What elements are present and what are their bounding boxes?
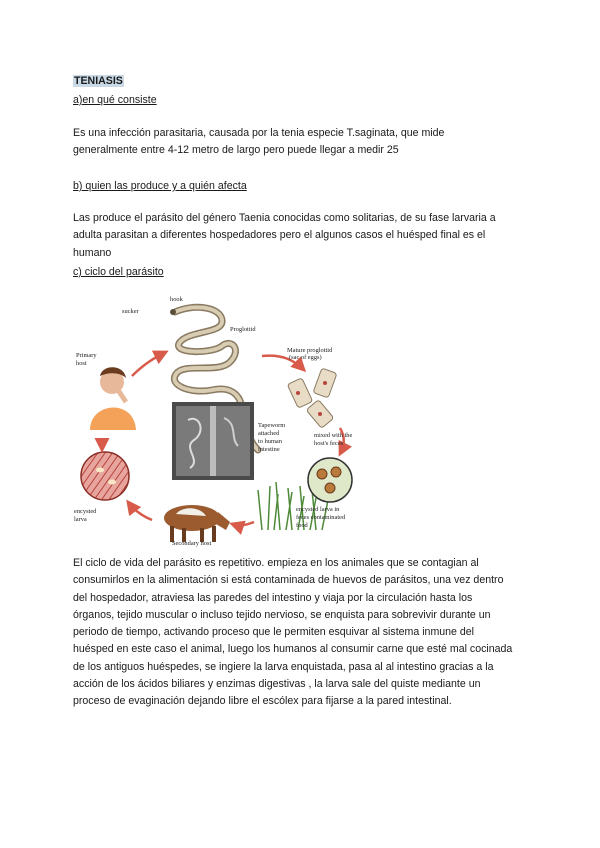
label-larva: larva (74, 516, 87, 523)
section-a-heading: a)en qué consiste (73, 94, 157, 106)
encysted-larva-icon (81, 452, 129, 500)
label-encysted: encysted (74, 508, 97, 515)
scolex-icon (170, 309, 176, 315)
label-secondary-host: Secondary host (172, 540, 212, 547)
cycle-paragraph (73, 555, 533, 711)
paragraph-line: de los antiguos huéspedes, se ingiere la larva enquistada, pasa al al intestino gracias a la (73, 660, 494, 673)
paragraph-line: órganos, tejido muscular o incluso tejido nervioso, se enquista para sobrevivir durante un (73, 608, 491, 621)
label-food: food (296, 522, 308, 529)
section-a-paragraph (73, 125, 533, 160)
title-text: TENIASIS (74, 75, 123, 87)
paragraph-line: del hospedador, atraviesa las paredes del intestino y viaja por la circulación hasta los (73, 591, 473, 604)
paragraph-line: generalmente entre 4-12 metro de largo pero puede llegar a medir 25 (73, 144, 399, 157)
label-encysted-larva-in: encysted larva in (296, 506, 340, 513)
paragraph-line: Es una infección parasitaria, causada por la tenia especie T.saginata, que mide (73, 127, 445, 139)
paragraph-line: proceso de evaginación dejando libre el escólex para fijarse a la pared intestinal. (73, 695, 452, 708)
section-b-heading: b) quien las produce y a quién afecta (73, 180, 247, 192)
section-b-paragraph (73, 210, 533, 262)
label-feces-contaminated: feces contaminated (296, 514, 346, 521)
paragraph-line: consumirlos en la alimentación si está contaminada de huevos de parásitos, una vez dentro (73, 574, 504, 587)
label-mixed-with: mixed with the (314, 432, 353, 439)
label-primary: Primary (76, 352, 97, 359)
tapeworm-life-cycle-diagram (72, 290, 372, 550)
label-host: host (76, 360, 87, 367)
proglottid-icon (287, 368, 337, 428)
section-c-heading: c) ciclo del parásito (73, 266, 164, 278)
label-attached: attached (258, 430, 280, 437)
paragraph-line: acción de los ácidos biliares y enzimas digestivas , la larva sale del quiste mediante un (73, 678, 481, 691)
paragraph-line: El ciclo de vida del parásito es repetitivo. empieza en los animales que se contagian al (73, 557, 479, 569)
label-hook: hook (170, 296, 183, 303)
label-proglottid: Proglottid (230, 326, 256, 333)
label-sac-of-eggs: (sac of eggs) (289, 354, 322, 361)
paragraph-line: adulta parasitan a diferentes hospedadores pero el algunos casos el huésped final es el (73, 229, 486, 242)
paragraph-line: periodo de tiempo, activando proceso que le permiten esquivar al sistema inmune del (73, 626, 475, 639)
label-mature-proglottid: Mature proglottid (287, 347, 333, 354)
eggs-magnified-icon (308, 458, 352, 502)
label-sucker: sucker (122, 308, 139, 315)
xray-image (172, 402, 254, 480)
label-host-feces: host's feces (314, 440, 344, 447)
paragraph-line: humano (73, 246, 112, 259)
label-intestine: intestine (258, 446, 280, 453)
paragraph-line: Las produce el parásito del género Taenia conocidas como solitarias, de su fase larvaria a (73, 212, 496, 224)
document-title (73, 72, 124, 90)
primary-host-person-icon (90, 367, 136, 430)
cow-icon (164, 505, 230, 542)
label-tapeworm: Tapeworm (258, 422, 286, 429)
label-to-human: to human (258, 438, 282, 445)
paragraph-line: huésped en este caso el animal, luego los humanos al consumir carne que esté mal cocinada (73, 643, 513, 656)
